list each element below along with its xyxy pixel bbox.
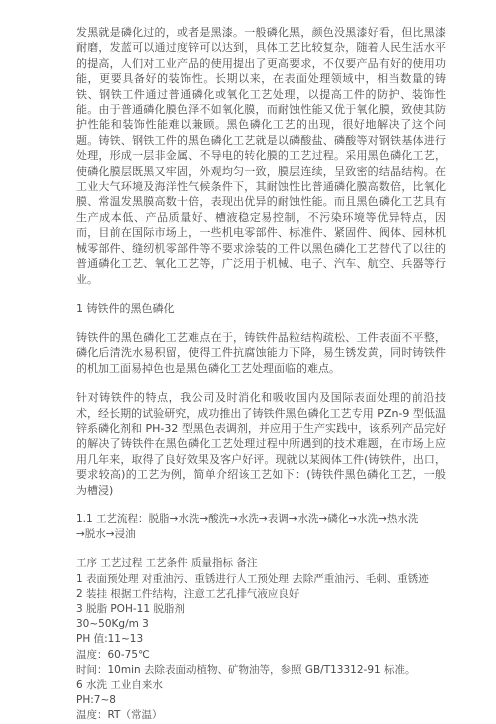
table-row: 6 水洗 工业自来水 — [76, 679, 163, 691]
table-row: 3 脱脂 POH-11 脱脂剂 — [76, 602, 185, 615]
table-row: 1 表面预处理 对重油污、重锈进行人工预处理 去除严重油污、毛刺、重锈迹 — [76, 572, 429, 585]
table-row: 时间：10min 去除表面动植物、矿物油等，参照 GB/T13312-91 标准。 — [76, 663, 416, 676]
table-row: 温度：RT（常温） — [76, 709, 163, 722]
table-header: 工序 工艺过程 工艺条件 质量指标 备注 — [76, 557, 258, 570]
table-row: PH:7~8 — [76, 694, 116, 707]
section-heading: 1 铸铁件的黑色磷化 — [76, 301, 175, 315]
section-paragraph-1: 铸铁件的黑色磷化工艺难点在于，铸铁件晶粒结构疏松、工件表面不平整，磷化后清洗水易积留，使得工件抗腐蚀能力下降，易生锈发黄，同时铸铁件的机加工面易掉色也是黑色磷化工艺处理面临的难点。 — [76, 330, 446, 375]
intro-paragraph: 发黑就是磷化过的，或者是黑漆。一般磷化黑，颜色没黑漆好看，但比黑漆耐磨，发蓝可以通过度锌可以达到，具体工艺比较复杂，随着人民生活水平的提高，人们对工业产品的使用提出了更高要求，不仅要产品有好的使用功能，更要具备好的装饰性。长期以来，在表面处理领域中，相当数量的铸铁、钢铁工件通过普通磷化或氧化工艺处理，以提高工件的防护、装饰性能。由于普通磷化膜色泽不如氧化膜，而耐蚀性能又优于氧化膜，致使其防护性能和装饰性能难以兼顾。黑色磷化工艺的出现，很好地解决了这个问题。铸铁、钢铁工件的黑色磷化工艺就是以磷酸盐、磷酸等对钢铁基体进行处理，形成一层非金属、不导电的转化膜的工艺过程。采用黑色磷化工艺，使磷化膜层既黑又牢固，外观均匀一致，膜层连续，呈致密的结晶结构。在工业大气环境及海洋性气候条件下，其耐蚀性比普通磷化膜高数倍，比氧化膜、常温发黑膜高数十倍，表现出优异的耐蚀性能。而且黑色磷化工艺具有生产成本低、产品质量好、槽液稳定易控制，不污染环境等优异特点，因而，目前在国际市场上，一些机电零部件、标准件、紧固件、阀体、园林机械零部件、缝纫机零部件等不要求涂装的工件以黑色磷化工艺替代了以往的普通磷化工艺、氧化工艺等，广泛用于机械、电子、汽车、航空、兵器等行业。 — [76, 26, 446, 286]
section-paragraph-2: 针对铸铁件的特点，我公司及时消化和吸收国内及国际表面处理的前沿技术，经长期的试验研究，成功推出了铸铁件黑色磷化工艺专用 PZn-9 型低温锌系磷化剂和 PH-32 型黑色表调剂，并应用于生产实践中，该系列产品完好的解决了铸铁件在黑色磷化工艺处理过程中所遇到的技术难题，在市场上应用几年来，取得了良好效果及客户好评。现就以某阀体工件(铸铁件，出口，要求较高)的工艺为例，简单介绍该工艺如下：(铸铁件黑色磷化工艺，一般为槽浸) — [76, 391, 446, 497]
process-flow-line-2: →脱水→浸油 — [76, 528, 136, 541]
table-row: 温度：60-75℃ — [76, 648, 150, 661]
table-row: 2 装挂 根据工件结构，注意工艺孔排气液应良好 — [76, 587, 300, 600]
table-row: 30~50Kg/m 3 — [76, 618, 149, 631]
table-row: PH 值:11~13 — [76, 633, 144, 646]
process-flow-line-1: 1.1 工艺流程：脱脂→水洗→酸洗→水洗→表调→水洗→磷化→水洗→热水洗 — [76, 512, 419, 525]
